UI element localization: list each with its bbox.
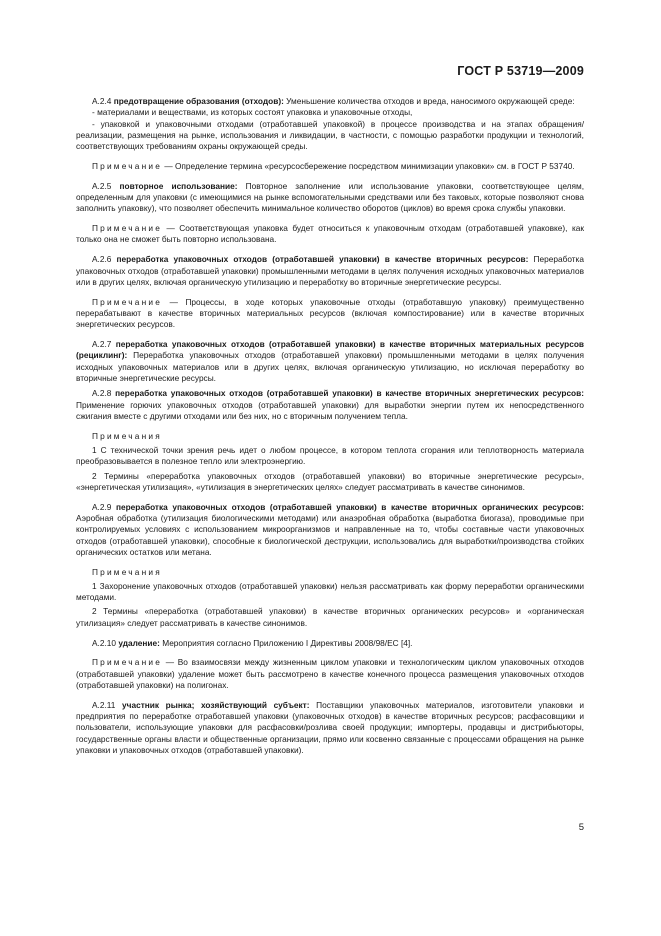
- item-a27: [76, 339, 584, 384]
- note-text: — Соответствующая упаковка будет относиться к упаковочным отходам (отработавшей упаковке), как только она не сможет быть повторно использована.: [76, 223, 584, 245]
- item-a28: [76, 388, 584, 422]
- note-text: — Определение термина «ресурсосбережение посредством минимизации упаковки» см. в ГОСТ Р 53740.: [164, 160, 575, 171]
- term: переработка упаковочных отходов (отработавшей упаковки) в качестве вторичных энергетических ресурсов:: [115, 388, 584, 399]
- notes-label: Примечания: [92, 430, 162, 441]
- note-label: Примечание: [92, 296, 163, 307]
- term: переработка упаковочных отходов (отработавшей упаковки) в качестве вторичных ресурсов:: [116, 254, 529, 265]
- definition: Мероприятия согласно Приложению I Директивы 2008/98/EC [4].: [162, 637, 413, 648]
- note-label: Примечание: [92, 160, 163, 171]
- term: удаление:: [118, 637, 160, 648]
- note: [76, 657, 584, 691]
- definition: Переработка упаковочных отходов (отработавшей упаковки) промышленными методами в целях получения исходных упаковочных материалов или в других целях, включая органическую утилизацию, но исключая переработку во вторичные энергетические ресурсы.: [76, 350, 584, 383]
- item-a24: [76, 96, 584, 107]
- note-text: — Во взаимосвязи между жизненным циклом упаковки и технологическим циклом упаковочных отходов (отработавшей упаковки) удаление может быть рассмотрено в качестве конечного процесса размещения упаковочных отходов (отработавшей упаковки) на полигонах.: [76, 657, 584, 690]
- definition: Уменьшение количества отходов и вреда, наносимого окружающей среде:: [286, 96, 575, 106]
- definition: Переработка упаковочных отходов (отработавшей упаковки) промышленными методами в целях получения исходных упаковочных материалов или в других целях, включая органическую утилизацию и переработку во вторичные энергетические ресурсы.: [76, 254, 584, 287]
- item-number: A.2.4: [92, 96, 112, 106]
- list-item: - упаковкой и упаковочными отходами (отработавшей упаковкой) в процессе производства и на этапах обращения/реализации, размещения на рынке, использования и ликвидации, в частности, с помощью разработки продукции и технологий, соответствующих требованиям охраны окружающей среды.: [76, 118, 584, 152]
- note-item: 1 Захоронение упаковочных отходов (отработавшей упаковки) нельзя рассматривать как форму переработки органическими методами.: [76, 580, 584, 603]
- item-number: A.2.9: [92, 501, 112, 512]
- note: [76, 161, 584, 172]
- document-id: ГОСТ Р 53719—2009: [457, 64, 584, 78]
- note: [76, 297, 584, 331]
- item-number: A.2.11: [92, 699, 116, 710]
- item-number: A.2.10: [92, 637, 116, 648]
- notes-label: Примечания: [92, 566, 162, 577]
- item-a29: [76, 502, 584, 558]
- item-number: A.2.6: [92, 254, 112, 265]
- item-a211: [76, 700, 584, 756]
- note-label: Примечание: [92, 223, 163, 234]
- term: участник рынка; хозяйствующий субъект:: [122, 699, 310, 710]
- item-number: A.2.5: [92, 180, 112, 191]
- item-number: A.2.8: [92, 388, 112, 399]
- list-item: - материалами и веществами, из которых состоят упаковка и упаковочные отходы,: [92, 107, 413, 118]
- term: предотвращение образования (отходов):: [113, 96, 284, 106]
- term: переработка упаковочных отходов (отработавшей упаковки) в качестве вторичных материальных ресурсов (рециклинг):: [76, 339, 584, 361]
- term: повторное использование:: [119, 180, 238, 191]
- document-body: [76, 96, 584, 756]
- note-item: 1 С технической точки зрения речь идет о любом процессе, в котором теплота сгорания или теплотворность материала преобразовывается в полезное тепло или электроэнергию.: [76, 444, 584, 467]
- note-text: — Процессы, в ходе которых упаковочные отходы (отработавшую упаковку) преимущественно перерабатывают в качестве вторичных материальных ресурсов (включая компостирование) или в качестве вторичных энергетических ресурсов.: [76, 296, 585, 330]
- definition: Поставщики упаковочных материалов, изготовители упаковки и предприятия по переработке отработавшей упаковки (упаковочных отходов) в качестве вторичных ресурсов; расфасовщики и пользователи, использующие упаковки для расфасовки/розлива своей продукции; импортеры, продавцы и дистрибьюторы, государственные органы власти и общественные организации, прямо или косвенно связанные с процессами обращения на рынке упаковки и упаковочных отходов (отработавшей упаковки).: [76, 699, 584, 755]
- term: переработка упаковочных отходов (отработавшей упаковки) в качестве вторичных органических ресурсов:: [115, 501, 584, 512]
- note-item: 2 Термины «переработка упаковочных отходов (отработавшей упаковки) во вторичные энергетические ресурсы», «энергетическая утилизация», «утилизация в энергетических целях» следует рассматривать в качестве синонимов.: [76, 470, 584, 492]
- item-a26: [76, 254, 584, 288]
- definition: Аэробная обработка (утилизация биологическими методами) или анаэробная обработка (выработка биогаза), проводимые при контролируемых условиях с использованием микроорганизмов и направленные на то, чтобы составные части упаковочных отходов (отработавшей упаковки), способные к биологической деструкции, использовались для выработки/производства стойких органических остатков или метана.: [76, 512, 584, 557]
- definition: Применение горючих упаковочных отходов (отработавшей упаковки) для выработки энергии путем их непосредственного сжигания вместе с другими отходами или без них, но с вторичным получением тепла.: [76, 399, 584, 421]
- page-number: 5: [578, 822, 584, 833]
- note: [76, 223, 584, 246]
- note-label: Примечание: [92, 657, 163, 668]
- item-a25: [76, 181, 584, 215]
- note-item: 2 Термины «переработка (отработавшей упаковки) в качестве вторичных органических ресурсов» и «органическая утилизация» следует рассматривать в качестве синонимов.: [76, 606, 584, 628]
- item-number: A.2.7: [92, 339, 112, 350]
- item-a210: [76, 638, 584, 649]
- definition: Повторное заполнение или использование упаковки, соответствующее целям, определенным для упаковки (с имеющимися на рынке вспомогательными средствами или без таковых, которые позволяют снова заполнить упаковку), что позволяет обеспечить минимальное количество оборотов (циклов) во время срока службы упаковки.: [76, 180, 585, 214]
